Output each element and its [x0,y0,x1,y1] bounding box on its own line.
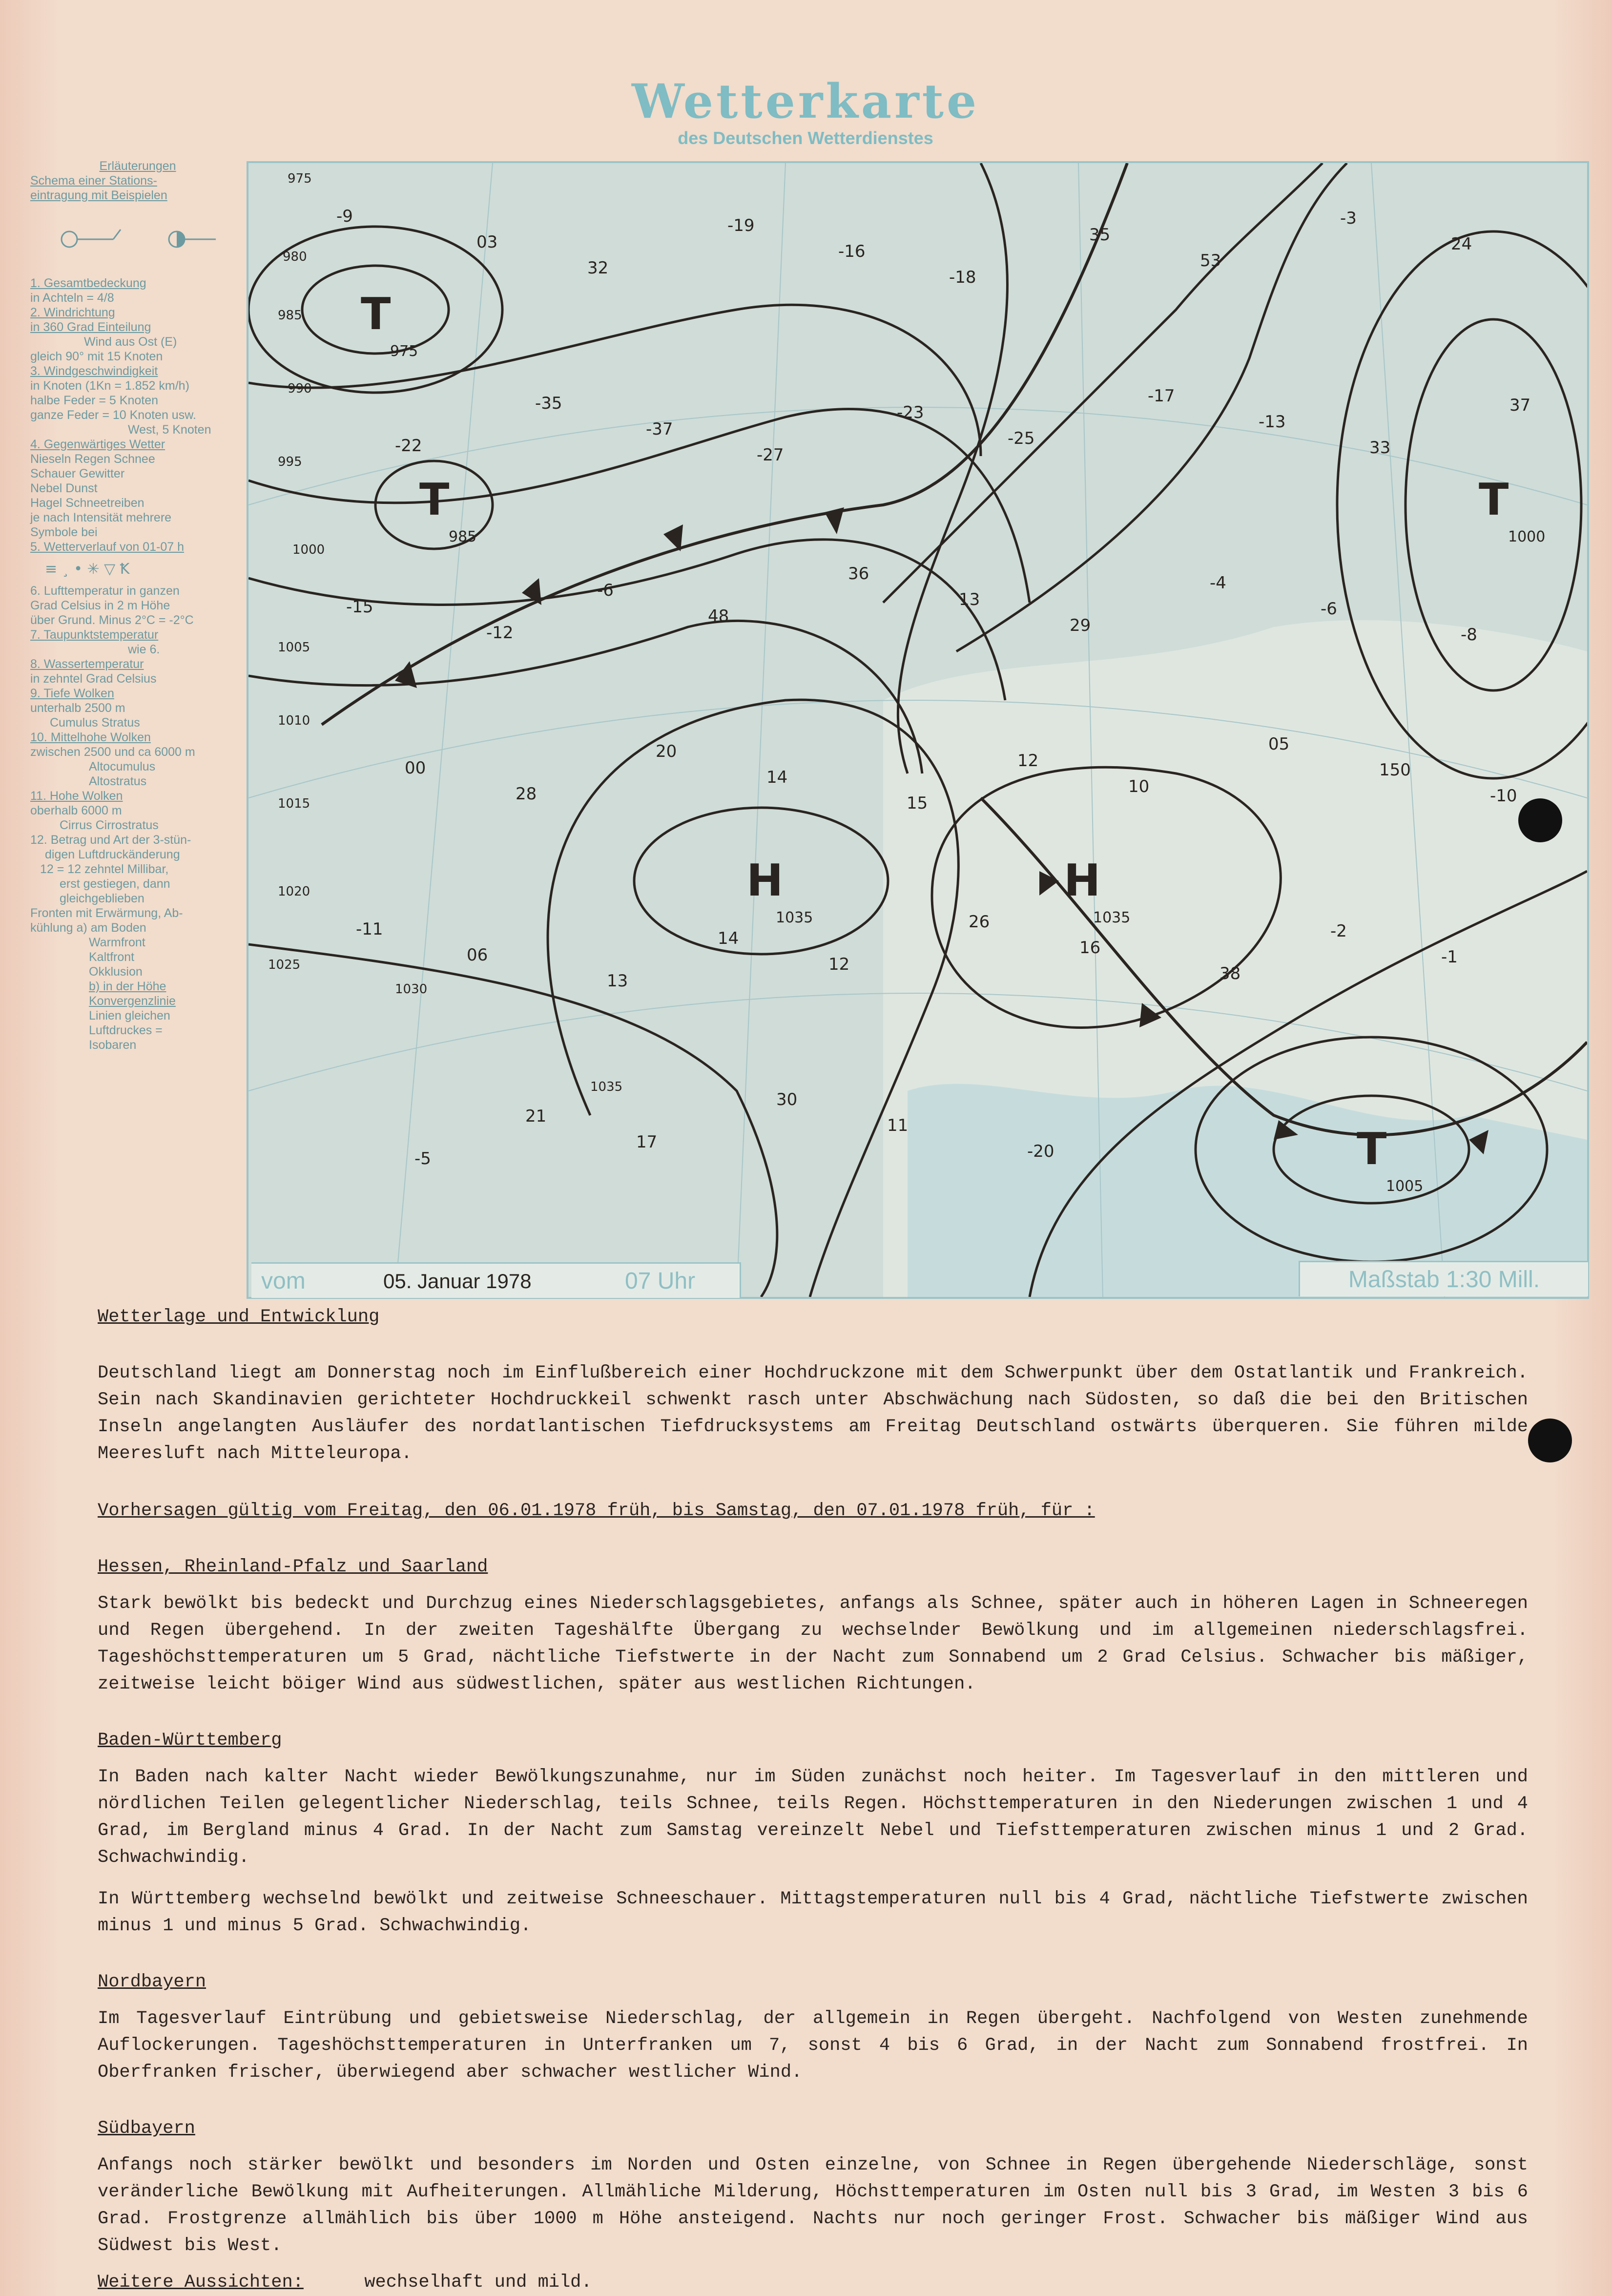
station-value: 24 [1451,234,1472,254]
station-value: -16 [838,242,866,261]
legend-convergence: Konvergenzlinie [89,994,176,1008]
isobar-label: 1015 [278,796,310,811]
pressure-center-value: 1005 [1386,1178,1424,1195]
station-value: 150 [1379,760,1411,780]
synopsis-text: Deutschland liegt am Donnerstag noch im Einflußbereich einer Hochdruckzone mit dem Schwerpunkt über dem Ostatlantik und Frankreich. Sein nach Skandinavien gerichteter Hochdruckkeil schwenkt rasch unter Abschwächung nach Südosten, so daß die bei den Britischen Inseln angelangten Ausläufer des nordatlantischen Tiefdrucksystems am Freitag Deutschland ostwärts überqueren. Sie führen milde Meeresluft nach Mitteleuropa. [98,1363,1528,1464]
region-text: In Baden nach kalter Nacht wieder Bewölkungszunahme, nur im Süden zunächst noch heiter. Im Tagesverlauf in den mittleren und nördlichen Teilen gelegentlicher Niederschlag, teils Schnee, teils Regen. Höchsttemperaturen in den Niederungen zwischen 1 und 4 Grad, im Bergland minus 4 Grad. In der Nacht zum Samstag vereinzelt Nebel und Tiefsttemperaturen zwischen minus 1 und 2 Grad. Schwachwindig. [98,1767,1528,1868]
station-value: -3 [1340,209,1357,228]
region-text: Im Tagesverlauf Eintrübung und gebietsweise Niederschlag, der allgemein in Regen übergeht. Nachfolgend von Westen zunehmende Auflockerungen. Tageshöchsttemperaturen in Unterfranken um 7, sonst 4 bis 6 Grad, in der Nacht zum Sonnabend frostfrei. In Oberfranken frischer, überwiegend aber schwacher westlicher Wind. [98,2008,1528,2083]
legend-line: digen Luftdruckänderung [45,848,180,861]
isobar-label: 995 [278,455,302,469]
isobar-label: 1030 [395,982,428,997]
legend-line: gleich 90° mit 15 Knoten [30,350,163,363]
legend-line: Grad Celsius in 2 m Höhe [30,599,170,612]
legend-line: Altocumulus [89,760,156,773]
legend-line: 5. Wetterverlauf von 01-07 h [30,540,184,554]
pressure-center-symbol: H [1064,855,1101,906]
station-value: -10 [1490,786,1517,806]
station-value: 30 [776,1090,798,1109]
isobar-label: 1000 [292,543,325,557]
station-value: -5 [414,1149,431,1169]
station-value: -19 [727,216,755,235]
station-value: 13 [607,971,628,991]
legend-occlusion: Okklusion [89,965,143,979]
legend-line: 12 = 12 zehntel Millibar, [40,862,169,876]
legend-line: 12. Betrag und Art der 3-stün- [30,833,191,847]
map-title: Wetterkarte [631,74,980,129]
legend-line: eintragung mit Beispielen [30,188,167,202]
legend-line: unterhalb 2500 m [30,701,125,715]
legend-line: oberhalb 6000 m [30,804,122,817]
legend-heading: Erläuterungen [99,159,176,173]
station-value: -18 [949,268,976,287]
station-value: 17 [636,1132,658,1152]
svg-text:≡ ¸ • ✳ ▽ Ꝁ: ≡ ¸ • ✳ ▽ Ꝁ [45,561,130,578]
legend-line: ganze Feder = 10 Knoten usw. [30,408,196,422]
legend-line: Cirrus Cirrostratus [60,818,159,832]
station-value: 15 [907,793,928,813]
station-value: 20 [656,742,677,761]
weather-trend-icon [30,554,226,584]
isobar-label: 980 [283,250,307,264]
station-value: -25 [1008,429,1035,448]
legend-line: Wind aus Ost (E) [84,335,177,349]
legend [30,159,245,1311]
legend-line: wie 6. [128,643,160,656]
station-value: -8 [1461,625,1477,645]
pressure-center-symbol: T [1357,1124,1387,1175]
legend-line: Schauer Gewitter [30,467,125,480]
legend-cold-front: Kaltfront [89,950,135,964]
legend-warm-front: Warmfront [89,936,145,949]
legend-line: gleichgeblieben [60,892,145,905]
region-title: Südbayern [98,2118,195,2139]
pressure-center-value: 1035 [1093,909,1131,926]
region-text: In Württemberg wechselnd bewölkt und zeitweise Schneeschauer. Mittagstemperaturen null bis 4 Grad, nächtliche Tiefstwerte zwischen minus 1 und minus 5 Grad. Schwachwindig. [98,1889,1528,1936]
region-title: Hessen, Rheinland-Pfalz und Saarland [98,1557,488,1577]
station-value: 36 [848,564,869,584]
pressure-center-value: 975 [390,343,418,360]
isobar-label: 1005 [278,640,310,655]
region-text: Stark bewölkt bis bedeckt und Durchzug eines Niederschlagsgebietes, anfangs als Schnee, später auch in höheren Lagen in Schneeregen und Regen übergehend. In der zweiten Tageshälfte Übergang zu wechselnder Bewölkung und im allgemeinen niederschlagsfrei. Tageshöchsttemperaturen um 5 Grad, nächtliche Tiefstwerte in der Nacht zum Sonnabend um 2 Grad Celsius. Schwacher bis mäßiger, zeitweise leicht böiger Wind aus südwestlichen, später aus westlichen Richtungen. [98,1593,1528,1694]
station-value: 35 [1089,225,1111,245]
legend-line: 1. Gesamtbedeckung [30,276,146,290]
station-value: -6 [1321,599,1337,619]
station-value: 12 [1017,751,1039,771]
station-value: -17 [1148,386,1175,406]
legend-line: kühlung a) am Boden [30,921,146,935]
station-value: -12 [486,623,514,643]
legend-line: 6. Lufttemperatur in ganzen [30,584,180,598]
pressure-center-value: 1035 [776,909,813,926]
station-value: 11 [887,1116,909,1135]
report-body [98,1304,1528,2296]
station-value: -4 [1210,573,1226,593]
station-value: 12 [828,955,850,974]
legend-line: in 360 Grad Einteilung [30,320,151,334]
map-subtitle: des Deutschen Wetterdienstes [678,128,933,148]
isobar-label: 1025 [268,958,301,972]
legend-line: erst gestiegen, dann [60,877,170,891]
pressure-center-value: 1000 [1508,528,1546,545]
station-value: -6 [597,581,614,600]
station-value: 33 [1369,438,1391,458]
station-value: -13 [1259,412,1286,432]
legend-line: je nach Intensität mehrere [30,511,172,524]
legend-line: 2. Windrichtung [30,306,115,319]
station-value: -9 [336,207,353,226]
isobar-label: 1010 [278,713,310,728]
station-value: 06 [467,945,488,965]
station-value: -23 [897,403,924,422]
station-value: 10 [1128,777,1150,796]
legend-line: 3. Windgeschwindigkeit [30,364,158,378]
pressure-center-symbol: T [1479,474,1509,525]
outlook-label: Weitere Aussichten: [98,2272,304,2293]
station-value: 38 [1219,964,1241,983]
region-title: Nordbayern [98,1972,207,1992]
station-value: 48 [708,606,729,626]
station-value: -15 [346,597,373,617]
station-value: 28 [516,784,537,804]
weather-map [247,161,1589,1299]
isobar-label: 975 [288,171,312,186]
legend-line: Hagel Schneetreiben [30,496,145,510]
isobar-label: 985 [278,308,302,323]
legend-line: 11. Hohe Wolken [30,789,123,803]
station-value: -22 [395,436,422,456]
legend-line: b) in der Höhe [89,980,166,993]
legend-line: Symbole bei [30,525,98,539]
legend-line: in Knoten (1Kn = 1.852 km/h) [30,379,189,393]
legend-line: 9. Tiefe Wolken [30,687,114,700]
outlook-text: wechselhaft und mild. [364,2272,592,2293]
legend-line: Luftdruckes = [89,1023,163,1037]
pressure-center-value: 985 [449,528,477,545]
legend-line: Schema einer Stations- [30,174,157,188]
isobar-label: 1020 [278,884,310,899]
legend-line: Nieseln Regen Schnee [30,452,155,466]
pressure-center-symbol: T [361,289,391,340]
weather-map-canvas [248,163,1587,1297]
map-hour: 07 Uhr [625,1268,696,1294]
station-value: -1 [1441,947,1458,967]
pressure-center-symbol: T [419,474,450,525]
vom-label: vom [261,1268,306,1294]
station-value: -20 [1027,1142,1054,1161]
legend-isobars: Isobaren [89,1038,137,1052]
legend-line: Nebel Dunst [30,481,98,495]
legend-line: Fronten mit Erwärmung, Ab- [30,906,183,920]
punch-hole [1528,1419,1572,1462]
legend-line: halbe Feder = 5 Knoten [30,394,158,407]
station-value: 21 [525,1106,547,1126]
outlook-line [98,2269,1528,2296]
isobar-label: 1035 [590,1080,623,1094]
region-title: Baden-Württemberg [98,1730,282,1751]
station-schema-icon [30,203,235,276]
station-value: 16 [1079,938,1101,958]
region-text: Anfangs noch stärker bewölkt und besonders im Norden und Osten einzelne, von Schnee in Regen übergehende Niederschläge, sonst veränderliche Bewölkung mit Aufheiterungen. Allmähliche Milderung, Höchsttemperaturen im Osten null bis 3 Grad, im Westen 3 bis 6 Grad. Frostgrenze allmählich bis über 1000 m Höhe ansteigend. Nachts nur noch geringer Frost. Schwacher bis mäßiger Wind aus Südwest bis West. [98,2155,1528,2256]
map-scale: Maßstab 1:30 Mill. [1299,1261,1588,1296]
station-value: 29 [1070,616,1091,635]
validity-line: Vorhersagen gültig vom Freitag, den 06.01.1978 früh, bis Samstag, den 07.01.1978 früh, für : [98,1501,1095,1521]
station-value: 13 [959,590,980,609]
map-date: 05. Januar 1978 [383,1270,532,1293]
station-value: 14 [766,768,788,787]
legend-line: über Grund. Minus 2°C = -2°C [30,613,194,627]
station-value: 32 [587,258,609,278]
station-value: 00 [405,758,426,778]
legend-line: West, 5 Knoten [128,423,211,437]
legend-line: Altostratus [89,774,147,788]
station-value: 03 [476,232,498,252]
legend-line: in zehntel Grad Celsius [30,672,157,686]
station-value: -35 [535,394,562,413]
legend-line: in Achteln = 4/8 [30,291,114,305]
station-value: 14 [718,929,739,948]
punch-hole [1518,798,1562,842]
station-value: -37 [646,419,673,439]
map-footer [251,1262,741,1298]
legend-line: 4. Gegenwärtiges Wetter [30,438,165,451]
legend-line: 8. Wassertemperatur [30,657,144,671]
legend-line: 7. Taupunktstemperatur [30,628,159,642]
legend-line: 10. Mittelhohe Wolken [30,731,151,744]
section-title: Wetterlage und Entwicklung [98,1307,380,1327]
pressure-center-symbol: H [746,855,784,906]
weather-trend-symbols [30,554,245,584]
station-value: 05 [1268,734,1290,754]
legend-line: zwischen 2500 und ca 6000 m [30,745,195,759]
isobar-label: 990 [288,381,312,396]
station-value: 26 [969,912,990,932]
station-value: -2 [1330,921,1347,941]
station-value: -11 [356,919,383,939]
legend-line: Linien gleichen [89,1009,170,1023]
station-value: 37 [1509,396,1531,415]
legend-line: Cumulus Stratus [50,716,140,730]
station-value: 53 [1200,251,1221,271]
station-schema-sample [30,203,245,276]
station-value: -27 [757,445,784,465]
